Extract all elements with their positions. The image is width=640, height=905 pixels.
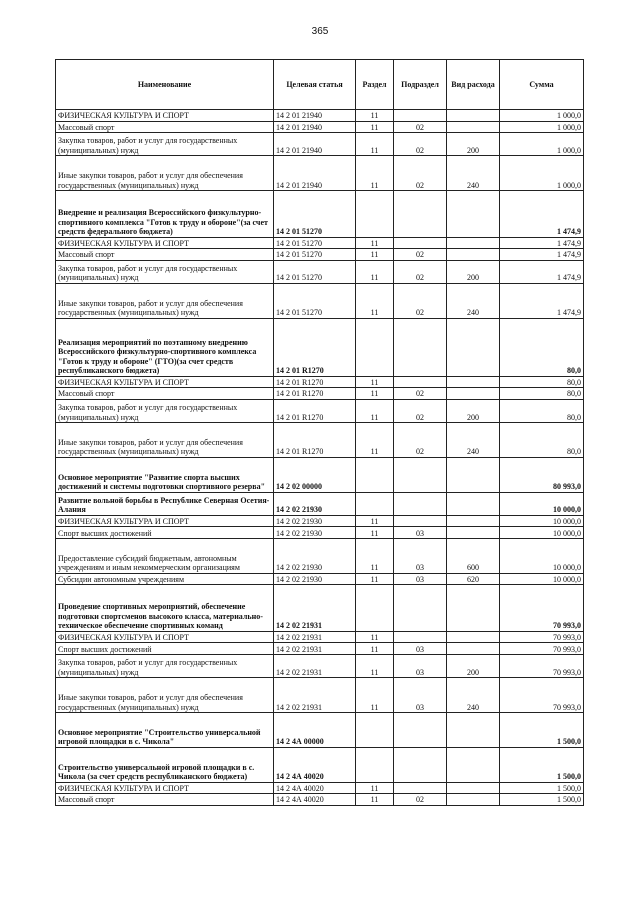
table-row [56,260,584,283]
cell-code: 14 2 02 21930 [274,573,356,585]
cell-expense-type: 600 [447,539,500,574]
cell-code: 14 2 02 21931 [274,678,356,713]
cell-name: Развитие вольной борьбы в Республике Северная Осетия-Алания [56,492,274,515]
cell-sum: 70 993,0 [500,585,584,631]
cell-section [356,492,394,515]
cell-sum: 70 993,0 [500,678,584,713]
cell-sum: 80,0 [500,423,584,458]
cell-subsection [394,631,447,643]
cell-section: 11 [356,423,394,458]
cell-expense-type [447,515,500,527]
cell-code: 14 2 01 51270 [274,249,356,261]
cell-sum: 80,0 [500,388,584,400]
cell-name: Закупка товаров, работ и услуг для государственных (муниципальных) нужд [56,399,274,422]
table-row [56,539,584,574]
cell-sum: 80 993,0 [500,457,584,492]
table-row [56,133,584,156]
cell-subsection: 03 [394,655,447,678]
cell-expense-type [447,794,500,806]
cell-subsection [394,515,447,527]
cell-section: 11 [356,782,394,794]
cell-code: 14 2 4А 40020 [274,794,356,806]
cell-name: Закупка товаров, работ и услуг для государственных (муниципальных) нужд [56,655,274,678]
table-row [56,191,584,237]
table-row [56,318,584,376]
table-row [56,643,584,655]
cell-subsection [394,191,447,237]
header-code: Целевая статья [274,60,356,110]
cell-name: Массовый спорт [56,794,274,806]
cell-subsection: 02 [394,399,447,422]
cell-code: 14 2 4А 40020 [274,782,356,794]
cell-section: 11 [356,133,394,156]
cell-sum: 70 993,0 [500,655,584,678]
cell-section: 11 [356,156,394,191]
table-row [56,492,584,515]
cell-sum: 80,0 [500,399,584,422]
table-row [56,713,584,748]
cell-code: 14 2 02 21931 [274,631,356,643]
table-row [56,527,584,539]
cell-expense-type [447,191,500,237]
cell-subsection: 02 [394,423,447,458]
cell-sum: 80,0 [500,376,584,388]
cell-code: 14 2 01 R1270 [274,318,356,376]
cell-subsection [394,110,447,122]
cell-sum: 10 000,0 [500,573,584,585]
cell-section [356,457,394,492]
cell-section: 11 [356,399,394,422]
cell-expense-type [447,782,500,794]
cell-name: Спорт высших достижений [56,527,274,539]
cell-section: 11 [356,283,394,318]
cell-subsection: 02 [394,133,447,156]
cell-sum: 80,0 [500,318,584,376]
cell-name: Массовый спорт [56,388,274,400]
cell-expense-type [447,110,500,122]
cell-name: Проведение спортивных мероприятий, обеспечение подготовки спортсменов высокого класса, материально-техническое обеспечение спортивных команд [56,585,274,631]
table-row [56,237,584,249]
cell-name: ФИЗИЧЕСКАЯ КУЛЬТУРА И СПОРТ [56,376,274,388]
cell-subsection [394,713,447,748]
cell-code: 14 2 02 00000 [274,457,356,492]
cell-section [356,747,394,782]
table-row [56,376,584,388]
cell-expense-type: 240 [447,283,500,318]
table-row [56,678,584,713]
cell-sum: 1 474,9 [500,249,584,261]
cell-code: 14 2 02 21931 [274,643,356,655]
table-row [56,156,584,191]
cell-name: Закупка товаров, работ и услуг для государственных (муниципальных) нужд [56,260,274,283]
cell-section: 11 [356,121,394,133]
header-sum: Сумма [500,60,584,110]
cell-sum: 1 000,0 [500,110,584,122]
cell-name: Иные закупки товаров, работ и услуг для обеспечения государственных (муниципальных) нужд [56,423,274,458]
cell-name: Иные закупки товаров, работ и услуг для обеспечения государственных (муниципальных) нужд [56,678,274,713]
table-row [56,794,584,806]
cell-expense-type: 240 [447,423,500,458]
table-row [56,457,584,492]
cell-subsection [394,747,447,782]
cell-section: 11 [356,573,394,585]
cell-expense-type [447,457,500,492]
cell-code: 14 2 02 21931 [274,585,356,631]
table-row [56,283,584,318]
cell-subsection: 02 [394,121,447,133]
cell-section: 11 [356,376,394,388]
cell-name: ФИЗИЧЕСКАЯ КУЛЬТУРА И СПОРТ [56,782,274,794]
cell-sum: 10 000,0 [500,527,584,539]
cell-sum: 1 000,0 [500,133,584,156]
table-row [56,110,584,122]
cell-name: Внедрение и реализация Всероссийского физкультурно-спортивного комплекса "Готов к труду и обороне"(за счет средств федерального бюджета) [56,191,274,237]
cell-subsection [394,492,447,515]
cell-name: Основное мероприятие "Строительство универсальной игровой площадки в с. Чикола" [56,713,274,748]
cell-expense-type [447,527,500,539]
cell-code: 14 2 02 21930 [274,527,356,539]
cell-section: 11 [356,110,394,122]
cell-subsection [394,318,447,376]
cell-code: 14 2 02 21931 [274,655,356,678]
cell-expense-type [447,585,500,631]
cell-sum: 1 474,9 [500,237,584,249]
cell-code: 14 2 4А 40020 [274,747,356,782]
cell-code: 14 2 01 21940 [274,121,356,133]
cell-subsection: 03 [394,527,447,539]
cell-code: 14 2 01 R1270 [274,423,356,458]
cell-sum: 1 474,9 [500,260,584,283]
cell-code: 14 2 01 51270 [274,237,356,249]
cell-expense-type [447,237,500,249]
cell-name: Иные закупки товаров, работ и услуг для обеспечения государственных (муниципальных) нужд [56,156,274,191]
cell-subsection [394,782,447,794]
cell-code: 14 2 01 21940 [274,156,356,191]
cell-section: 11 [356,678,394,713]
cell-expense-type [447,121,500,133]
cell-sum: 1 500,0 [500,794,584,806]
cell-code: 14 2 02 21930 [274,492,356,515]
cell-section: 11 [356,539,394,574]
cell-expense-type: 200 [447,399,500,422]
cell-expense-type [447,643,500,655]
cell-section: 11 [356,237,394,249]
cell-expense-type [447,747,500,782]
cell-subsection [394,585,447,631]
cell-name: Строительство универсальной игровой площадки в с. Чикола (за счет средств республиканского бюджета) [56,747,274,782]
cell-code: 14 2 01 R1270 [274,399,356,422]
cell-sum: 70 993,0 [500,643,584,655]
cell-name: Субсидии автономным учреждениям [56,573,274,585]
cell-section [356,585,394,631]
cell-section: 11 [356,794,394,806]
table-row [56,655,584,678]
cell-code: 14 2 01 51270 [274,283,356,318]
cell-name: Массовый спорт [56,121,274,133]
cell-expense-type [447,376,500,388]
cell-subsection: 02 [394,249,447,261]
cell-code: 14 2 01 21940 [274,133,356,156]
cell-expense-type [447,631,500,643]
cell-sum: 1 000,0 [500,121,584,133]
cell-expense-type [447,388,500,400]
cell-sum: 1 500,0 [500,713,584,748]
cell-section: 11 [356,631,394,643]
cell-section: 11 [356,249,394,261]
cell-section [356,191,394,237]
cell-name: ФИЗИЧЕСКАЯ КУЛЬТУРА И СПОРТ [56,110,274,122]
cell-name: Иные закупки товаров, работ и услуг для обеспечения государственных (муниципальных) нужд [56,283,274,318]
cell-name: Основное мероприятие "Развитие спорта высших достижений и системы подготовки спортивного резерва" [56,457,274,492]
cell-expense-type [447,492,500,515]
cell-section: 11 [356,527,394,539]
cell-expense-type: 200 [447,133,500,156]
cell-name: Реализация мероприятий по поэтапному внедрению Всероссийского физкультурно-спортивного комплекса "Готов к труду и обороне" (ГТО)(за счет средств республиканского бюджета) [56,318,274,376]
table-row [56,249,584,261]
cell-expense-type: 240 [447,156,500,191]
table-row [56,515,584,527]
cell-section: 11 [356,260,394,283]
cell-sum: 1 474,9 [500,283,584,318]
header-subsection: Подраздел [394,60,447,110]
cell-subsection: 02 [394,260,447,283]
cell-name: ФИЗИЧЕСКАЯ КУЛЬТУРА И СПОРТ [56,237,274,249]
budget-table [55,59,584,806]
cell-subsection: 02 [394,283,447,318]
cell-expense-type: 240 [447,678,500,713]
table-row [56,782,584,794]
cell-name: Массовый спорт [56,249,274,261]
cell-section [356,318,394,376]
cell-sum: 1 500,0 [500,747,584,782]
cell-expense-type [447,318,500,376]
cell-sum: 10 000,0 [500,492,584,515]
cell-sum: 10 000,0 [500,515,584,527]
cell-section: 11 [356,515,394,527]
header-expense-type: Вид расхода [447,60,500,110]
cell-name: Спорт высших достижений [56,643,274,655]
table-row [56,121,584,133]
cell-sum: 10 000,0 [500,539,584,574]
cell-expense-type [447,713,500,748]
table-row [56,585,584,631]
cell-subsection: 02 [394,156,447,191]
cell-expense-type: 200 [447,655,500,678]
cell-code: 14 2 02 21930 [274,539,356,574]
cell-expense-type [447,249,500,261]
table-row [56,631,584,643]
cell-subsection: 02 [394,388,447,400]
cell-code: 14 2 01 51270 [274,260,356,283]
cell-sum: 70 993,0 [500,631,584,643]
cell-code: 14 2 01 R1270 [274,376,356,388]
cell-subsection: 03 [394,539,447,574]
cell-subsection [394,237,447,249]
cell-subsection: 03 [394,573,447,585]
cell-name: ФИЗИЧЕСКАЯ КУЛЬТУРА И СПОРТ [56,631,274,643]
table-row [56,573,584,585]
cell-code: 14 2 01 21940 [274,110,356,122]
cell-expense-type: 200 [447,260,500,283]
table-row [56,388,584,400]
cell-expense-type: 620 [447,573,500,585]
cell-subsection: 03 [394,678,447,713]
cell-code: 14 2 4А 00000 [274,713,356,748]
cell-sum: 1 500,0 [500,782,584,794]
cell-sum: 1 474,9 [500,191,584,237]
cell-code: 14 2 02 21930 [274,515,356,527]
cell-subsection [394,376,447,388]
header-section: Раздел [356,60,394,110]
cell-subsection [394,457,447,492]
cell-sum: 1 000,0 [500,156,584,191]
cell-code: 14 2 01 51270 [274,191,356,237]
cell-name: Закупка товаров, работ и услуг для государственных (муниципальных) нужд [56,133,274,156]
cell-section: 11 [356,643,394,655]
cell-name: ФИЗИЧЕСКАЯ КУЛЬТУРА И СПОРТ [56,515,274,527]
table-row [56,423,584,458]
cell-subsection: 02 [394,794,447,806]
table-body [56,110,584,806]
cell-subsection: 03 [394,643,447,655]
cell-section: 11 [356,388,394,400]
cell-section: 11 [356,655,394,678]
cell-section [356,713,394,748]
table-row [56,399,584,422]
page-number: 365 [311,26,329,37]
table-row [56,747,584,782]
header-name: Наименование [56,60,274,110]
table-header-row [56,60,584,110]
cell-name: Предоставление субсидий бюджетным, автономным учреждениям и иным некоммерческим организациям [56,539,274,574]
cell-code: 14 2 01 R1270 [274,388,356,400]
